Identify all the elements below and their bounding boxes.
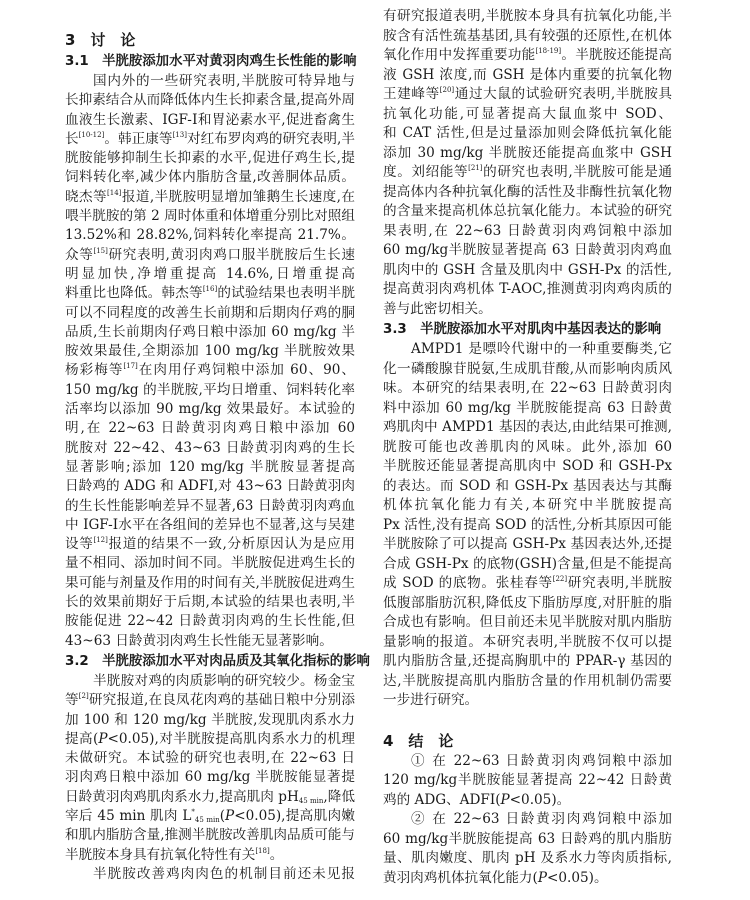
text-run: 料中添加 60 mg/kg 半胱胺能提高 63 日龄黄 <box>383 399 672 416</box>
text-line <box>383 261 672 281</box>
text-run: 氧化作用中发挥重要功能 <box>383 47 536 63</box>
text-run: 量影响的报道。本研究表明,半胱胺不仅可以提 <box>383 633 672 650</box>
text-line <box>383 163 672 183</box>
text-run: 鸡的 ADG、ADFI( <box>383 791 501 808</box>
text-run: 胱胺对 22~42、43~63 日龄黄羽肉鸡的生长 <box>65 439 355 456</box>
text-line <box>65 865 355 884</box>
text-run: 明,在 22~63 日龄黄羽肉鸡日粮中添加 60 <box>65 420 355 437</box>
text-line <box>383 144 672 164</box>
text-run: 合成 GSH-Px 的底物(GSH)含量,但是不能提高 <box>383 555 672 572</box>
citation-superscript: [21] <box>468 164 483 172</box>
subscript: 45 min <box>194 815 220 824</box>
text-run: 报道的结果不一致,分析原因认为是应用 <box>107 536 355 553</box>
text-run: ( <box>219 807 226 824</box>
text-run: 长的效果前期好于后期,本试验的结果也表明,半 <box>65 594 355 611</box>
text-run: 43~63 日龄黄羽肉鸡生长性能无显著影响。 <box>65 632 333 649</box>
text-line <box>65 632 355 651</box>
text-line <box>65 400 355 419</box>
text-line <box>383 516 672 536</box>
text-run: 一步进行研究。 <box>383 692 479 708</box>
text-line <box>383 535 672 555</box>
citation-superscript: [18-19] <box>535 47 562 55</box>
text-line <box>65 458 355 477</box>
text-line <box>383 105 672 125</box>
text-line <box>383 360 672 380</box>
text-run: 的含量来提高机体总抗氧化能力。本试验的研究 <box>383 203 672 219</box>
text-line <box>383 594 672 614</box>
text-run: 肌肉中的 GSH 含量及肌肉中 GSH-Px 的活性, <box>383 261 672 278</box>
text-line <box>383 574 672 594</box>
text-run: 可以不同程度的改善生长前期和后期肉仔鸡的胴 <box>65 304 355 321</box>
text-run: 合成也有影响。但目前还未见半胱胺对肌内脂肪 <box>383 614 672 630</box>
text-line <box>65 554 355 573</box>
text-line <box>65 91 355 110</box>
text-line <box>65 826 355 845</box>
text-run: 果表明,在 22~63 日龄黄羽肉鸡饲粮中添加 <box>383 222 672 239</box>
citation-superscript: [16] <box>202 285 218 294</box>
text-line <box>383 771 672 791</box>
text-line <box>65 111 355 130</box>
citation-superscript: [12] <box>93 536 108 545</box>
text-line <box>65 574 355 593</box>
text-line <box>383 457 672 477</box>
subsection-heading: 3.3 半胱胺添加水平对肌肉中基因表达的影响 <box>383 322 662 337</box>
text-line <box>383 418 672 438</box>
text-run: 善与此密切相关。 <box>383 300 492 317</box>
text-run: 喂半胱胺的第 2 周时体重和体增重分别比对照组 <box>65 208 355 225</box>
left-column <box>65 30 370 884</box>
text-run: 。韩正康等 <box>104 130 173 147</box>
text-run: 。半胱胺还能提高 <box>561 47 672 63</box>
text-run: 低腹部脂肪沉积,降低皮下脂肪厚度,对肝脏的脂 <box>383 594 672 611</box>
text-run: 等 <box>65 692 79 709</box>
text-run: 提高体内各种抗氧化酶的活性及非酶性抗氧化物 <box>383 183 672 200</box>
citation-superscript: [18] <box>255 846 270 855</box>
text-line <box>65 477 355 496</box>
text-line <box>383 496 672 516</box>
text-run: 60 mg/kg半胱胺显著提高 63 日龄黄羽肉鸡血 <box>383 242 672 258</box>
text-run: 研究报道,在良凤花肉鸡的基础日粮中分别添 <box>88 692 355 709</box>
subsection-heading: 3.2 半胱胺添加水平对肉品质及其氧化指标的影响 <box>65 653 370 669</box>
text-run: 对红布罗肉鸡的研究表明,半 <box>186 130 355 147</box>
text-run: 提高黄羽肉鸡机体 T-AOC,推测黄羽肉鸡肉质的 <box>383 281 672 297</box>
text-line <box>65 342 355 361</box>
text-run: 达,半胱胺提高肌内脂肪含量的作用机制仍需要 <box>383 672 672 689</box>
text-run: 肌内脂肪含量,还提高胸肌中的 PPAR-γ 基因的 <box>383 653 672 669</box>
paragraph <box>383 340 672 711</box>
text-line <box>65 672 355 691</box>
text-run: 果可能与剂量及作用的时间有关,半胱胺促进鸡生 <box>65 574 355 591</box>
text-run: 成 SOD 的底物。张桂春等 <box>383 575 553 591</box>
text-line <box>383 477 672 497</box>
citation-superscript: * <box>191 807 195 816</box>
text-line <box>383 691 672 711</box>
section-heading: 3 讨 论 <box>65 31 136 49</box>
text-line <box>65 381 355 400</box>
text-run: 未做研究。本试验的研究也表明,在 22~63 日 <box>65 750 355 767</box>
section-heading: 4 结 论 <box>383 731 454 750</box>
text-line <box>65 304 355 323</box>
text-run: 血液生长激素、IGF-Ⅰ和胃泌素水平,促进畜禽生 <box>65 111 355 128</box>
text-run: 胱胺可能也改善肌肉的风味。此外,添加 60 <box>383 438 672 455</box>
text-run: ,降低 <box>323 788 355 805</box>
text-run: 研究表明,黄羽肉鸡口服半胱胺后生长速 <box>107 246 355 263</box>
text-line <box>65 535 355 554</box>
text-line <box>383 340 672 360</box>
text-run: 13.52%和 28.82%,饲料转化率提高 21.7%。 <box>65 227 355 244</box>
text-run: 羽肉鸡日粮中添加 60 mg/kg 半胱胺能显著提 <box>65 769 355 786</box>
text-line <box>383 241 672 261</box>
text-run: 半胱胺还能显著提高肌肉中 SOD 和 GSH-Px <box>383 458 672 474</box>
text-line <box>65 72 355 91</box>
text-run: AMPD1 是嘌呤代谢中的一种重要酶类,它 <box>411 341 672 357</box>
text-run: 液 GSH 浓度,而 GSH 是体内重要的抗氧化物 <box>383 66 672 83</box>
text-run: <0.05),对半胱胺提高肌肉系水力的机理 <box>107 730 355 747</box>
text-line <box>383 849 672 869</box>
text-run: 120 mg/kg半胱胺能显著提高 22~42 日龄黄 <box>383 772 672 788</box>
text-run: 度。刘绍能等 <box>383 164 469 180</box>
text-line <box>65 226 355 245</box>
text-line <box>65 749 355 768</box>
text-line <box>65 497 355 516</box>
text-run: 的生长性能影响差异不显著,63 日龄黄羽肉鸡血 <box>65 497 355 514</box>
text-run: 量不相同、添加时间不同。半胱胺促进鸡生长的 <box>65 555 355 572</box>
text-run: 黄羽肉鸡机体抗氧化能力( <box>383 869 538 886</box>
text-run: 半胱胺改善鸡肉肉色的机制目前还未见报 <box>93 865 355 882</box>
text-run: 国内外的一些研究表明,半胱胺可特异地与 <box>93 73 355 89</box>
text-run: 通过大鼠的试验研究表明,半胱胺具 <box>454 86 672 102</box>
right-column <box>383 7 672 888</box>
text-run: 显著影响;添加 120 mg/kg 半胱胺显著提高 <box>65 458 355 475</box>
text-run: <0.05)。 <box>509 791 571 808</box>
text-run: 众等 <box>65 246 94 263</box>
text-run: 中 IGF-Ⅰ水平在各组间的差异也不显著,这与吴建 <box>65 516 355 533</box>
text-run: <0.05),提高肌肉嫩 <box>234 807 355 824</box>
text-line <box>65 168 355 187</box>
text-run: 和肌内脂肪含量,推测半胱胺改善肌肉品质可能与 <box>65 827 355 844</box>
text-run: 60 mg/kg半胱胺能提高 63 日龄鸡的肌内脂肪 <box>383 830 672 847</box>
text-run: 添加 30 mg/kg 半胱胺还能提高血浆中 GSH <box>383 144 672 161</box>
paragraph <box>65 865 355 884</box>
text-line <box>383 752 672 772</box>
subscript: 45 min <box>298 796 324 805</box>
text-run: 半胱胺除了可以提高 GSH-Px 基因表达外,还提 <box>383 536 672 552</box>
text-line <box>383 791 672 811</box>
citation-superscript: [2] <box>78 692 89 701</box>
citation-superscript: [17] <box>123 362 138 371</box>
text-line <box>65 207 355 226</box>
text-run: 半胱胺本身具有抗氧化特性有关 <box>65 846 256 863</box>
text-run: 和 CAT 活性,但是过量添加则会降低抗氧化能 <box>383 125 672 141</box>
text-run: 明显加快,净增重提高 14.6%,日增重提高 <box>65 265 355 282</box>
text-line <box>383 7 672 27</box>
text-line <box>383 202 672 222</box>
text-line <box>383 869 672 889</box>
text-line <box>383 672 672 692</box>
text-line <box>383 555 672 575</box>
italic-symbol: P <box>98 730 108 747</box>
text-run: ② 在 22~63 日龄黄羽肉鸡饲粮中添加 <box>411 811 672 827</box>
text-line <box>65 419 355 438</box>
text-run: 味。本研究的结果表明,在 22~63 日龄黄羽肉 <box>383 380 672 396</box>
text-line <box>65 593 355 612</box>
text-line <box>383 438 672 458</box>
paragraph <box>383 7 672 319</box>
text-run: 日龄鸡的 ADG 和 ADFI,对 43~63 日龄黄羽肉 <box>65 478 355 495</box>
text-line <box>65 691 355 710</box>
text-run: 宰后 45 min 肌肉 L <box>65 807 192 824</box>
text-run: 的研究也表明,半胱胺可能是通 <box>482 164 672 180</box>
text-line <box>65 323 355 342</box>
text-line <box>383 613 672 633</box>
text-run: 长抑素结合从而降低体内生长抑素含量,提高外周 <box>65 92 355 109</box>
text-line <box>65 612 355 631</box>
text-run: 王建峰等 <box>383 86 440 102</box>
text-run: 杨彩梅等 <box>65 362 124 379</box>
text-run: 研究表明,半胱胺 <box>567 575 672 591</box>
text-line <box>65 768 355 787</box>
italic-symbol: P <box>225 807 235 824</box>
text-line <box>65 361 355 380</box>
text-run: ① 在 22~63 日龄黄羽肉鸡饲粮中添加 <box>411 752 672 769</box>
citation-superscript: [14] <box>107 188 122 197</box>
text-line <box>383 830 672 850</box>
text-line <box>383 280 672 300</box>
text-run: 加 100 和 120 mg/kg 半胱胺,发现肌肉系水力 <box>65 711 355 728</box>
text-line <box>383 633 672 653</box>
text-line <box>65 711 355 730</box>
text-run: 日龄黄羽肉鸡肌肉系水力,提高肌肉 pH <box>65 788 299 805</box>
text-line <box>65 149 355 168</box>
text-run: 的表达。而 SOD 和 GSH-Px 基因表达与其酶 <box>383 477 672 494</box>
text-line <box>65 439 355 458</box>
text-run: 鸡肌肉中 AMPD1 基因的表达,由此结果可推测, <box>383 419 672 435</box>
text-run: 抗氧化功能,可显著提高大鼠血浆中 SOD、 <box>383 105 672 122</box>
text-run: 提高( <box>65 730 99 747</box>
text-line <box>383 124 672 144</box>
text-line <box>383 300 672 320</box>
text-run: 量、肌肉嫩度、肌肉 pH 及系水力等肉质指标, <box>383 850 672 866</box>
text-line <box>65 265 355 284</box>
text-run: 长 <box>65 130 79 147</box>
text-run: 胺能促进 22~42 日龄黄羽肉鸡的生长性能,但 <box>65 613 355 630</box>
text-run: 在肉用仔鸡饲粮中添加 60、90、 <box>137 362 355 379</box>
text-run: 。 <box>269 846 284 863</box>
text-run: 品质,生长前期肉仔鸡日粮中添加 60 mg/kg 半 <box>65 323 355 340</box>
text-line <box>65 188 355 207</box>
text-line <box>65 246 355 265</box>
text-line <box>383 652 672 672</box>
text-run: 报道,半胱胺明显增加雏鹅生长速度,在 <box>121 188 355 205</box>
text-line <box>383 183 672 203</box>
text-line <box>383 810 672 830</box>
subsection-heading: 3.1 半胱胺添加水平对黄羽肉鸡生长性能的影响 <box>65 54 357 69</box>
text-line <box>65 846 355 865</box>
text-run: 饲料转化率,减少体内脂肪含量,改善胴体品质。 <box>65 169 355 186</box>
text-line <box>383 66 672 86</box>
text-run: 150 mg/kg 的半胱胺,平均日增重、饲料转化率 <box>65 381 355 398</box>
text-line <box>383 222 672 242</box>
text-run: 半胱胺对鸡的肉质影响的研究较少。杨金宝 <box>93 672 355 689</box>
text-line <box>65 130 355 149</box>
text-run: 胺含有活性巯基基团,具有较强的还原性,在机体 <box>383 27 672 44</box>
text-run: 的试验结果也表明半胱 <box>217 285 355 302</box>
paragraph <box>65 672 355 865</box>
text-line <box>383 46 672 66</box>
text-line <box>383 399 672 419</box>
text-line <box>383 85 672 105</box>
text-run: 机体抗氧化能力有关,本研究中半胱胺提高 <box>383 497 672 513</box>
citation-superscript: [20] <box>439 86 455 94</box>
text-line <box>383 27 672 47</box>
citation-superscript: [10-12] <box>78 130 105 139</box>
paragraph <box>65 72 355 651</box>
text-run: 有研究报道表明,半胱胺本身具有抗氧化功能,半 <box>383 8 672 24</box>
text-run: 化一磷酸腺苷脱氨,生成肌苷酸,从而影响肉质风 <box>383 360 672 377</box>
italic-symbol: P <box>537 869 547 886</box>
text-line <box>65 730 355 749</box>
text-run: <0.05)。 <box>547 869 608 886</box>
text-run: 胱胺能够抑制生长抑素的水平,促进仔鸡生长,提 <box>65 150 355 167</box>
text-run: Px 活性,没有提高 SOD 的活性,分析其原因可能 <box>383 516 672 533</box>
text-run: 晓杰等 <box>65 188 108 205</box>
citation-superscript: [13] <box>172 130 187 139</box>
text-line <box>65 807 355 826</box>
paragraph <box>383 752 672 811</box>
text-run: 设等 <box>65 536 94 553</box>
italic-symbol: P <box>500 791 510 808</box>
text-line <box>65 516 355 535</box>
citation-superscript: [15] <box>93 246 108 255</box>
text-run: 料重比也降低。韩杰等 <box>65 285 203 302</box>
text-line <box>383 379 672 399</box>
paragraph <box>383 810 672 888</box>
text-run: 胺效果最佳,全期添加 100 mg/kg 半胱胺效果 <box>65 343 355 360</box>
text-run: 活率均以添加 90 mg/kg 效果最好。本试验的 <box>65 401 355 418</box>
text-line <box>65 284 355 303</box>
citation-superscript: [22] <box>552 575 568 583</box>
text-line <box>65 788 355 807</box>
